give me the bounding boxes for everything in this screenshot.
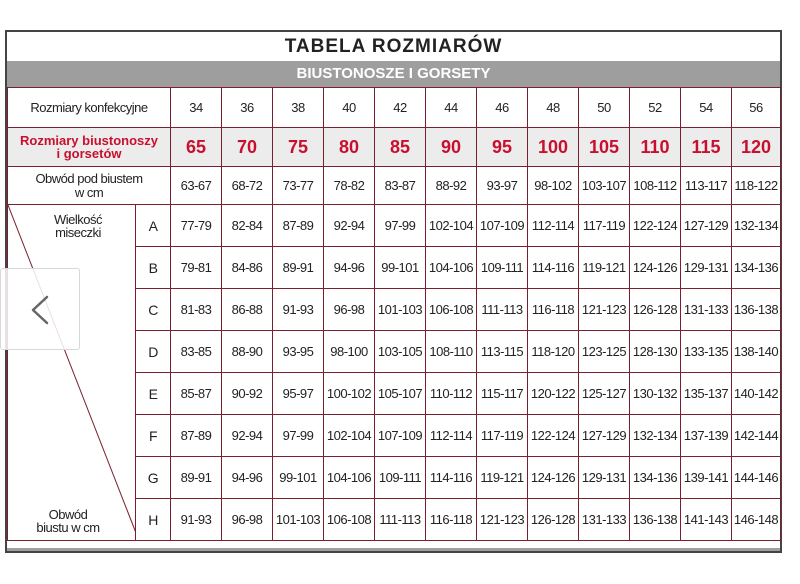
cell-cup-E-8: 125-127: [579, 373, 630, 415]
cell-cup-H-10: 141-143: [681, 499, 732, 541]
cell-cup-C-2: 91-93: [273, 289, 324, 331]
cell-cup-H-3: 106-108: [324, 499, 375, 541]
bottom-band: [7, 548, 780, 551]
cell-biustonoszy-1: 70: [222, 128, 273, 167]
chart-subtitle: BIUSTONOSZE I GORSETY: [7, 61, 780, 87]
cup-letter: C: [136, 289, 171, 331]
chart-title: TABELA ROZMIARÓW: [284, 36, 503, 57]
cell-cup-B-8: 119-121: [579, 247, 630, 289]
cell-konfekcyjne-10: 54: [681, 88, 732, 128]
cell-cup-H-8: 131-133: [579, 499, 630, 541]
cell-cup-C-6: 111-113: [477, 289, 528, 331]
cell-cup-A-1: 82-84: [222, 205, 273, 247]
cell-obwod_pod-5: 88-92: [426, 167, 477, 205]
cup-size-label: [28, 213, 128, 239]
cell-cup-E-11: 140-142: [732, 373, 781, 415]
cup-letter: G: [136, 457, 171, 499]
cell-cup-B-1: 84-86: [222, 247, 273, 289]
cell-konfekcyjne-7: 48: [528, 88, 579, 128]
cell-cup-B-3: 94-96: [324, 247, 375, 289]
cell-cup-B-11: 134-136: [732, 247, 781, 289]
cell-cup-F-9: 132-134: [630, 415, 681, 457]
cell-biustonoszy-4: 85: [375, 128, 426, 167]
size-chart: [5, 30, 782, 553]
cell-cup-G-7: 124-126: [528, 457, 579, 499]
label-line: Rozmiary biustonoszy: [20, 133, 158, 148]
cell-cup-B-6: 109-111: [477, 247, 528, 289]
cell-cup-B-9: 124-126: [630, 247, 681, 289]
cell-cup-D-7: 118-120: [528, 331, 579, 373]
cell-cup-H-4: 111-113: [375, 499, 426, 541]
cell-obwod_pod-0: 63-67: [171, 167, 222, 205]
cell-biustonoszy-5: 90: [426, 128, 477, 167]
cell-cup-H-5: 116-118: [426, 499, 477, 541]
row-label-konfekcyjne: Rozmiary konfekcyjne: [8, 88, 171, 128]
cell-cup-F-10: 137-139: [681, 415, 732, 457]
cell-cup-C-7: 116-118: [528, 289, 579, 331]
cell-biustonoszy-7: 100: [528, 128, 579, 167]
cell-cup-D-5: 108-110: [426, 331, 477, 373]
cup-letter: A: [136, 205, 171, 247]
row-label-biustonoszy: [8, 128, 171, 167]
cell-cup-G-1: 94-96: [222, 457, 273, 499]
cell-cup-H-0: 91-93: [171, 499, 222, 541]
cell-cup-A-9: 122-124: [630, 205, 681, 247]
cell-cup-A-10: 127-129: [681, 205, 732, 247]
cell-konfekcyjne-8: 50: [579, 88, 630, 128]
cell-cup-D-3: 98-100: [324, 331, 375, 373]
size-table: [7, 87, 781, 541]
cell-biustonoszy-6: 95: [477, 128, 528, 167]
cell-biustonoszy-0: 65: [171, 128, 222, 167]
cell-cup-E-0: 85-87: [171, 373, 222, 415]
label-line: Obwód: [48, 507, 88, 522]
cell-cup-B-0: 79-81: [171, 247, 222, 289]
cell-cup-G-5: 114-116: [426, 457, 477, 499]
cell-cup-F-8: 127-129: [579, 415, 630, 457]
cell-cup-F-5: 112-114: [426, 415, 477, 457]
cell-cup-E-5: 110-112: [426, 373, 477, 415]
label-line: w cm: [74, 184, 104, 200]
cell-cup-G-0: 89-91: [171, 457, 222, 499]
cell-cup-C-10: 131-133: [681, 289, 732, 331]
cell-obwod_pod-11: 118-122: [732, 167, 781, 205]
cell-cup-A-4: 97-99: [375, 205, 426, 247]
cell-obwod_pod-3: 78-82: [324, 167, 375, 205]
prev-image-button[interactable]: [0, 268, 80, 350]
cell-cup-C-0: 81-83: [171, 289, 222, 331]
cell-cup-F-4: 107-109: [375, 415, 426, 457]
chevron-left-icon: [29, 295, 51, 325]
cell-cup-A-2: 87-89: [273, 205, 324, 247]
cell-cup-F-3: 102-104: [324, 415, 375, 457]
cell-biustonoszy-10: 115: [681, 128, 732, 167]
cell-cup-C-8: 121-123: [579, 289, 630, 331]
cell-cup-G-3: 104-106: [324, 457, 375, 499]
cell-konfekcyjne-5: 44: [426, 88, 477, 128]
cell-cup-C-1: 86-88: [222, 289, 273, 331]
cell-cup-E-4: 105-107: [375, 373, 426, 415]
cell-konfekcyjne-4: 42: [375, 88, 426, 128]
cell-cup-A-8: 117-119: [579, 205, 630, 247]
row-label-obwod-pod: [8, 167, 171, 205]
row-biustonoszy: [8, 128, 781, 167]
cell-obwod_pod-4: 83-87: [375, 167, 426, 205]
row-konfekcyjne: [8, 88, 781, 128]
cell-cup-G-2: 99-101: [273, 457, 324, 499]
cell-cup-D-8: 123-125: [579, 331, 630, 373]
cell-konfekcyjne-6: 46: [477, 88, 528, 128]
cell-cup-G-11: 144-146: [732, 457, 781, 499]
cell-cup-E-6: 115-117: [477, 373, 528, 415]
cell-cup-E-2: 95-97: [273, 373, 324, 415]
cell-cup-G-4: 109-111: [375, 457, 426, 499]
cell-biustonoszy-8: 105: [579, 128, 630, 167]
cell-cup-E-9: 130-132: [630, 373, 681, 415]
label-line: i gorsetów: [56, 146, 122, 161]
cell-cup-D-1: 88-90: [222, 331, 273, 373]
cell-cup-G-8: 129-131: [579, 457, 630, 499]
cell-cup-G-10: 139-141: [681, 457, 732, 499]
cell-biustonoszy-11: 120: [732, 128, 781, 167]
cell-cup-E-3: 100-102: [324, 373, 375, 415]
diagonal-label-cell: [8, 205, 136, 541]
label-line: Obwód pod biustem: [35, 170, 143, 186]
cell-cup-F-7: 122-124: [528, 415, 579, 457]
cell-cup-F-0: 87-89: [171, 415, 222, 457]
cell-cup-F-6: 117-119: [477, 415, 528, 457]
cup-letter: F: [136, 415, 171, 457]
cup-letter: E: [136, 373, 171, 415]
bust-circumference-label: [18, 508, 118, 534]
cell-cup-C-5: 106-108: [426, 289, 477, 331]
cell-cup-E-1: 90-92: [222, 373, 273, 415]
cell-cup-F-1: 92-94: [222, 415, 273, 457]
cell-cup-H-9: 136-138: [630, 499, 681, 541]
cup-letter: B: [136, 247, 171, 289]
cell-konfekcyjne-0: 34: [171, 88, 222, 128]
cell-cup-D-4: 103-105: [375, 331, 426, 373]
cell-konfekcyjne-3: 40: [324, 88, 375, 128]
cell-konfekcyjne-2: 38: [273, 88, 324, 128]
cell-biustonoszy-3: 80: [324, 128, 375, 167]
cup-letter: H: [136, 499, 171, 541]
cell-konfekcyjne-9: 52: [630, 88, 681, 128]
cell-cup-D-9: 128-130: [630, 331, 681, 373]
cell-obwod_pod-9: 108-112: [630, 167, 681, 205]
cell-cup-A-5: 102-104: [426, 205, 477, 247]
cell-cup-C-3: 96-98: [324, 289, 375, 331]
cell-cup-H-1: 96-98: [222, 499, 273, 541]
cell-cup-A-6: 107-109: [477, 205, 528, 247]
cell-obwod_pod-7: 98-102: [528, 167, 579, 205]
cell-obwod_pod-2: 73-77: [273, 167, 324, 205]
cell-obwod_pod-6: 93-97: [477, 167, 528, 205]
cell-cup-C-11: 136-138: [732, 289, 781, 331]
label-line: miseczki: [55, 225, 101, 240]
cell-obwod_pod-10: 113-117: [681, 167, 732, 205]
cell-cup-D-11: 138-140: [732, 331, 781, 373]
cell-cup-G-6: 119-121: [477, 457, 528, 499]
cell-cup-H-7: 126-128: [528, 499, 579, 541]
cell-cup-B-2: 89-91: [273, 247, 324, 289]
cell-cup-D-10: 133-135: [681, 331, 732, 373]
cell-cup-C-9: 126-128: [630, 289, 681, 331]
cell-cup-B-7: 114-116: [528, 247, 579, 289]
cell-cup-F-2: 97-99: [273, 415, 324, 457]
cell-cup-B-10: 129-131: [681, 247, 732, 289]
cell-cup-A-0: 77-79: [171, 205, 222, 247]
cell-cup-B-5: 104-106: [426, 247, 477, 289]
cell-konfekcyjne-11: 56: [732, 88, 781, 128]
cell-cup-D-2: 93-95: [273, 331, 324, 373]
label-line: Wielkość: [53, 212, 102, 227]
cell-cup-A-3: 92-94: [324, 205, 375, 247]
cell-konfekcyjne-1: 36: [222, 88, 273, 128]
cell-cup-C-4: 101-103: [375, 289, 426, 331]
cell-cup-H-11: 146-148: [732, 499, 781, 541]
row-cup-A: [8, 205, 781, 247]
cell-cup-E-7: 120-122: [528, 373, 579, 415]
cell-cup-E-10: 135-137: [681, 373, 732, 415]
cup-letter: D: [136, 331, 171, 373]
cell-biustonoszy-9: 110: [630, 128, 681, 167]
cell-cup-D-0: 83-85: [171, 331, 222, 373]
label-line: biustu w cm: [36, 520, 100, 535]
cell-biustonoszy-2: 75: [273, 128, 324, 167]
cell-cup-H-2: 101-103: [273, 499, 324, 541]
cell-cup-F-11: 142-144: [732, 415, 781, 457]
cell-cup-A-7: 112-114: [528, 205, 579, 247]
cell-cup-H-6: 121-123: [477, 499, 528, 541]
cell-obwod_pod-8: 103-107: [579, 167, 630, 205]
diagonal-line: [8, 205, 136, 533]
cell-cup-B-4: 99-101: [375, 247, 426, 289]
cell-cup-G-9: 134-136: [630, 457, 681, 499]
cell-obwod_pod-1: 68-72: [222, 167, 273, 205]
cell-cup-D-6: 113-115: [477, 331, 528, 373]
cell-cup-A-11: 132-134: [732, 205, 781, 247]
row-obwod-pod-biustem: [8, 167, 781, 205]
